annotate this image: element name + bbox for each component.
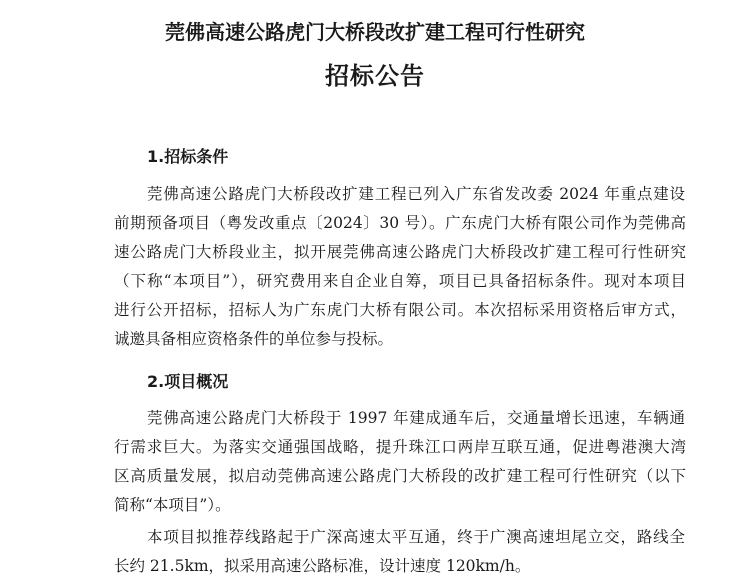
document-subtitle: 招标公告 [325,62,425,90]
paragraph-line: 进行公开招标，招标人为广东虎门大桥有限公司。本次招标采用资格后审方式， [114,301,686,319]
paragraph-line: 区高质量发展，拟启动莞佛高速公路虎门大桥段的改扩建工程可行性研究（以下 [114,467,686,485]
paragraph-line: 速公路虎门大桥段业主，拟开展莞佛高速公路虎门大桥段改扩建工程可行性研究 [114,243,686,261]
paragraph-line: 长约 21.5km，拟采用高速公路标准，设计速度 120km/h。 [114,557,531,575]
paragraph-line: 行需求巨大。为落实交通强国战略，提升珠江口两岸互联互通，促进粤港澳大湾 [114,438,686,456]
paragraph-line: （下称“本项目”），研究费用来自企业自筹，项目已具备招标条件。现对本项目 [114,272,686,290]
section-heading-project-overview: 2.项目概况 [147,372,229,391]
paragraph-line: 简称“本项目”）。 [114,496,231,514]
paragraph-line: 本项目拟推荐线路起于广深高速太平互通，终于广澳高速坦尾立交，路线全 [147,528,685,546]
paragraph-line: 诚邀具备相应资格条件的单位参与投标。 [114,330,394,348]
paragraph-line: 莞佛高速公路虎门大桥段于 1997 年建成通车后，交通量增长迅速，车辆通 [147,409,685,427]
paragraph-line: 前期预备项目（粤发改重点〔2024〕30 号）。广东虎门大桥有限公司作为莞佛高 [114,214,686,232]
document-title: 莞佛高速公路虎门大桥段改扩建工程可行性研究 [165,20,585,44]
paragraph-line: 莞佛高速公路虎门大桥段改扩建工程已列入广东省发改委 2024 年重点建设 [147,185,685,203]
section-heading-bidding-conditions: 1.招标条件 [147,147,229,166]
